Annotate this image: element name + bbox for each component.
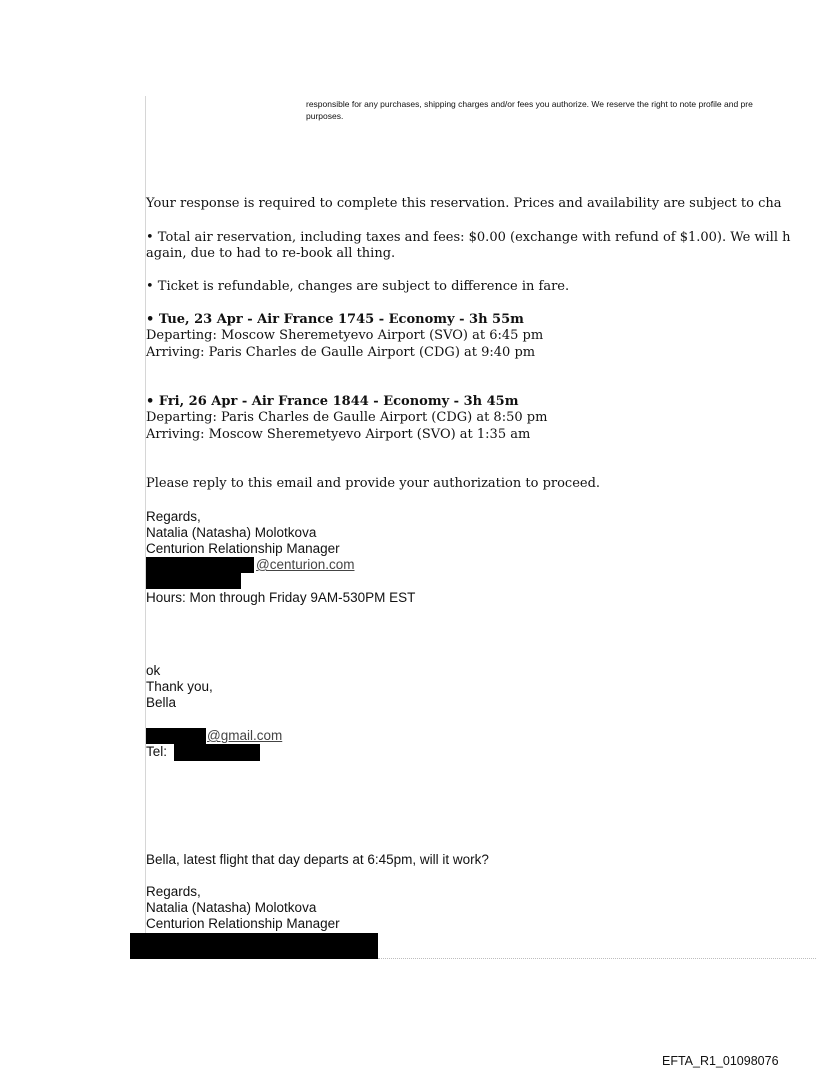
reply-thanks: Thank you, (146, 679, 213, 694)
flight-2-arriving: Arriving: Moscow Sheremetyevo Airport (SVO) at 1:35 am (146, 427, 531, 442)
redacted-tel-number (174, 744, 260, 761)
reservation-intro: Your response is required to complete this reservation. Prices and availability are subject to cha (146, 196, 782, 211)
flight-2-heading: • Fri, 26 Apr - Air France 1844 - Economy - 3h 45m (146, 394, 519, 409)
disclaimer-line-1: responsible for any purchases, shipping charges and/or fees you authorize. We reserve the right to note profile and pre (306, 99, 753, 109)
disclaimer-text (306, 98, 816, 122)
tel-label: Tel: (146, 744, 168, 759)
flight-2-departing: Departing: Paris Charles de Gaulle Airport (CDG) at 8:50 pm (146, 410, 548, 425)
signature-email-link[interactable]: @centurion.com (256, 557, 355, 572)
client-email-link[interactable]: @gmail.com (207, 728, 283, 743)
redacted-gmail-user (146, 728, 206, 744)
reply-ok: ok (146, 663, 161, 678)
reply-name: Bella (146, 695, 177, 710)
disclaimer-line-2: purposes. (306, 111, 344, 121)
bullet-total-line-2: again, due to had to re-book all thing. (146, 246, 396, 261)
bottom-divider (378, 958, 816, 959)
document-id: EFTA_R1_01098076 (662, 1054, 779, 1068)
redacted-phone (146, 573, 241, 589)
bullet-ticket: • Ticket is refundable, changes are subject to difference in fare. (146, 279, 570, 294)
signature-2-title: Centurion Relationship Manager (146, 916, 340, 931)
signature-hours: Hours: Mon through Friday 9AM-530PM EST (146, 590, 416, 605)
flight-1-departing: Departing: Moscow Sheremetyevo Airport (SVO) at 6:45 pm (146, 328, 544, 343)
latest-flight-message: Bella, latest flight that day departs at 6:45pm, will it work? (146, 852, 489, 867)
redacted-email-user (146, 557, 254, 573)
redacted-block (130, 933, 378, 959)
signature-2-regards: Regards, (146, 884, 201, 899)
flight-1-arriving: Arriving: Paris Charles de Gaulle Airport (CDG) at 9:40 pm (146, 345, 536, 360)
reply-request: Please reply to this email and provide your authorization to proceed. (146, 476, 601, 491)
signature-2-name: Natalia (Natasha) Molotkova (146, 900, 317, 915)
signature-regards: Regards, (146, 509, 201, 524)
signature-title: Centurion Relationship Manager (146, 541, 340, 556)
bullet-total-line-1: • Total air reservation, including taxes and fees: $0.00 (exchange with refund of $1.00). We will h (146, 230, 791, 245)
flight-1-heading: • Tue, 23 Apr - Air France 1745 - Economy - 3h 55m (146, 312, 524, 327)
signature-name: Natalia (Natasha) Molotkova (146, 525, 317, 540)
